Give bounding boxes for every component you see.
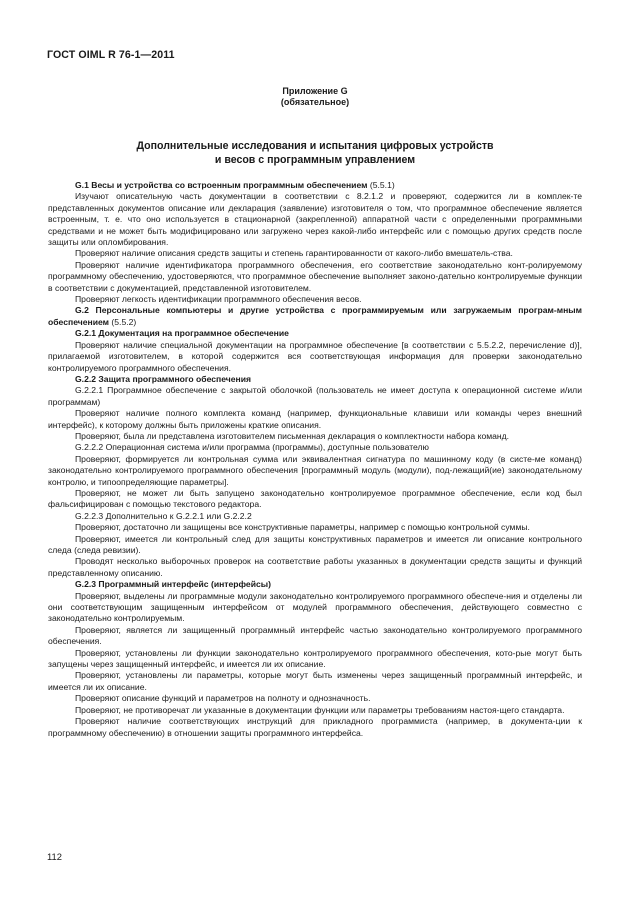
section-heading-g23: G.2.3 Программный интерфейс (интерфейсы) xyxy=(75,579,271,590)
section-heading-g22: G.2.2 Защита программного обеспечения xyxy=(75,373,252,384)
title-line-2: и весов с программным управлением xyxy=(214,154,416,166)
paragraph: Проверяют, установлены ли функции законодательно контролируемого программного обеспечения, кото-рые могут быть запущены через защищенный интерфейс, и имеется ли их описание. xyxy=(48,647,582,670)
paragraph: Проверяют, не противоречат ли указанные в документации функции или параметры требованиям настоя-щего стандарта. xyxy=(75,704,565,715)
paragraph: Проверяют, является ли защищенный программный интерфейс частью законодательно контролируемого программного обеспечения. xyxy=(48,624,582,647)
title-line-1: Дополнительные исследования и испытания цифровых устройств xyxy=(136,140,494,152)
running-header: ГОСТ OIML R 76-1—2011 xyxy=(47,49,175,61)
paragraph: Проверяют наличие соответствующих инструкций для прикладного программиста (например, в документа-ции к программному обеспечению) в отношении защиты программного интерфейса. xyxy=(48,716,582,738)
subsection-g223: G.2.2.3 Дополнительно к G.2.2.1 или G.2.2.2 xyxy=(75,510,252,521)
appendix-status: (обязательное) xyxy=(280,97,350,107)
body-text xyxy=(48,180,582,739)
paragraph: Проверяют, была ли представлена изготовителем письменная декларация о комплектности набора команд. xyxy=(75,430,510,441)
subsection-g221: G.2.2.1 Программное обеспечение с закрытой оболочкой (пользователь не имеет доступа к операционной системе и/или программам) xyxy=(48,385,582,407)
section-heading-g2: G.2 Персональные компьютеры и другие устройства с программируемым или загружаемым програм-мным обеспечением (5.5.2) xyxy=(48,305,582,327)
paragraph: Проверяют легкость идентификации программного обеспечения весов. xyxy=(75,294,362,305)
appendix-heading xyxy=(0,86,630,108)
appendix-label: Приложение G xyxy=(282,86,348,96)
paragraph: Проводят несколько выборочных проверок на соответствие работы указанных в документации средств защиты и функций представленному описанию. xyxy=(48,556,582,578)
paragraph: Проверяют, выделены ли программные модули законодательно контролируемого программного обеспече-ния и отделены ли они соответствующим защищенным интерфейсом от модулей программного обеспечения, действующего совместно с законодательно контролируемым. xyxy=(48,590,582,624)
section-heading-g1: G.1 Весы и устройства со встроенным программным обеспечением (5.5.1) xyxy=(75,180,395,190)
paragraph: Проверяют наличие специальной документации на программное обеспечение [в соответствии с 5.5.2.2, перечисление d)], прилагаемой изготовителем, в которой содержится вся соответствующая информация для проверки законодательно контролируемого программного обеспечения. xyxy=(48,339,582,373)
document-title xyxy=(0,139,630,167)
paragraph: Проверяют наличие полного комплекта команд (например, функциональные клавиши или команды через внешний интерфейс), к которому должны быть приложены краткие описания. xyxy=(48,408,582,430)
paragraph: Проверяют, установлены ли параметры, которые могут быть изменены через защищенный программный интерфейс, и имеется ли их описание. xyxy=(48,670,582,692)
paragraph: Проверяют, имеется ли контрольный след для защиты конструктивных параметров и имеется ли описание контрольного следа (следа ревизии). xyxy=(48,533,582,555)
paragraph: Проверяют описание функций и параметров на полноту и однозначность. xyxy=(75,693,371,704)
paragraph: Проверяют, не может ли быть запущено законодательно контролируемое программное обеспечение, если код был фальсифицирован с помощью текстового редактора. xyxy=(48,487,582,510)
subsection-g222: G.2.2.2 Операционная система и/или программа (программы), доступные пользователю xyxy=(75,442,430,453)
section-heading-g21: G.2.1 Документация на программное обеспечение xyxy=(75,328,289,339)
page-number: 112 xyxy=(47,851,62,862)
paragraph: Проверяют, достаточно ли защищены все конструктивные параметры, например с помощью контрольной суммы. xyxy=(75,522,530,533)
paragraph: Проверяют наличие описания средств защиты и степень гарантированности от какого-либо вмешатель-ства. xyxy=(75,248,513,259)
paragraph: Проверяют наличие идентификатора программного обеспечения, его соответствие законодательно конт-ролируемому программному обеспечению, удостоверяются, что программное обеспечение выполняет законо-дательно контролируемые функции в соответствии с документацией, представленной изготовителем. xyxy=(48,259,582,293)
paragraph: Проверяют, формируется ли контрольная сумма или эквивалентная сигнатура по машинному коду (в систе-ме команд) законодательно контролируемого программного обеспечения [программный модуль (модули), под-лежащий(ие) законодательному контролю, и типоопределяющие параметры]. xyxy=(48,453,582,487)
paragraph: Изучают описательную часть документации в соответствии с 8.2.1.2 и проверяют, содержится ли в комплек-те представленных документов описание или декларация (заявление) изготовителя о том, что программное обеспечение является встроенным, т. е. что оно используется в стационарной (закрепленной) аппаратной части с определенными программными средствами и не может быть модифицировано или загружено через какой-либо интерфейс или с помощью других средств после защиты или опломбирования. xyxy=(48,191,582,248)
